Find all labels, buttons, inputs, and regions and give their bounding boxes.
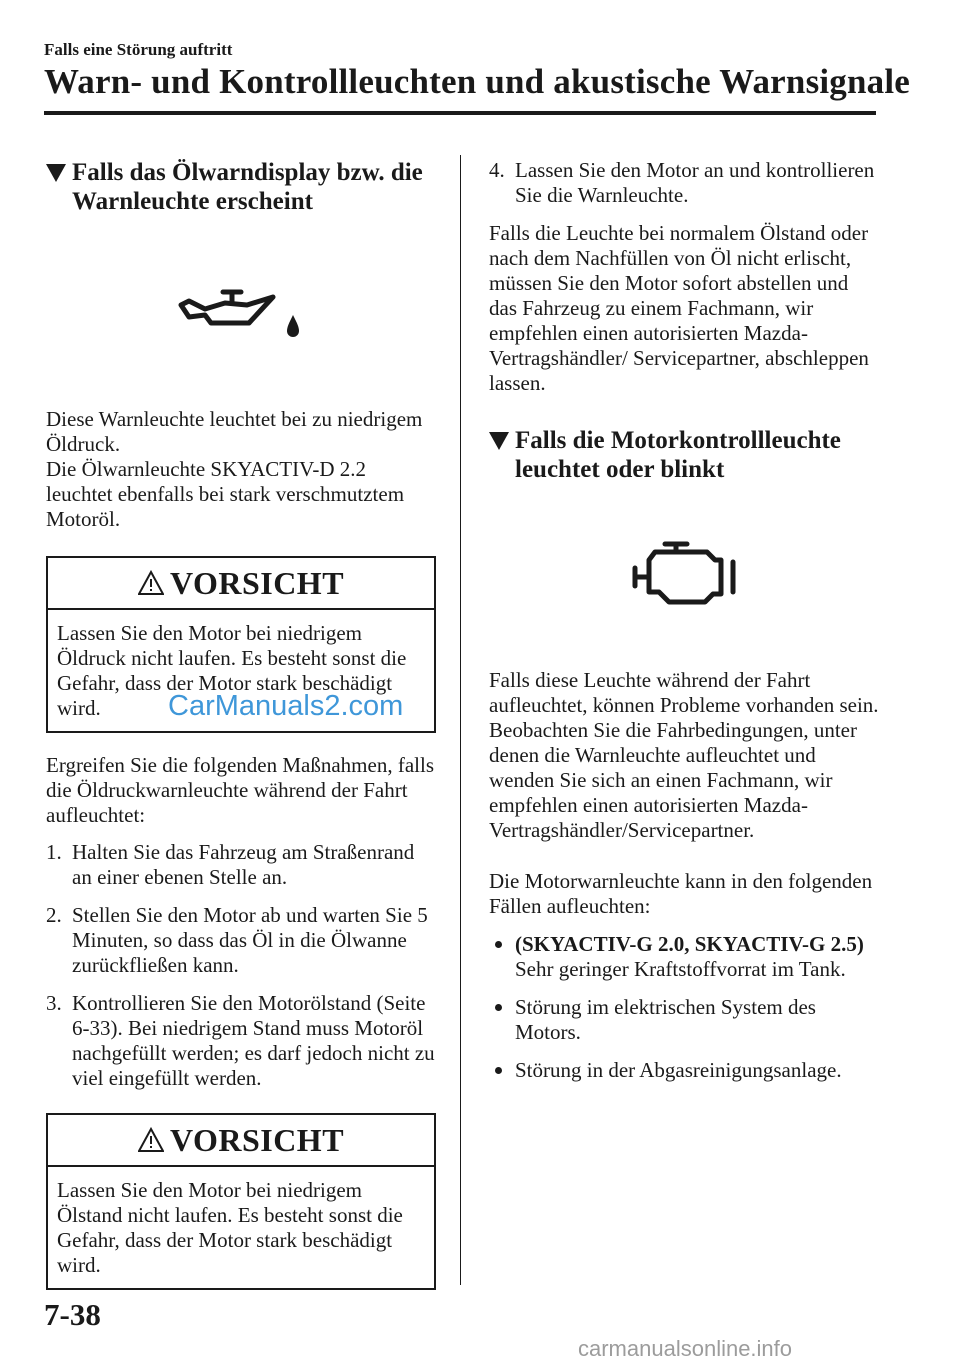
- section-marker-icon: [489, 432, 509, 450]
- list-item: Störung in der Abgasreinigungsanlage.: [489, 1058, 879, 1083]
- list-item: 1. Halten Sie das Fahrzeug am Straßenrand an einer ebenen Stelle an.: [46, 840, 415, 889]
- bullet-icon: [495, 1067, 502, 1074]
- oil-pressure-warning-icon: [177, 289, 305, 341]
- list-item: 4. Lassen Sie den Motor an und kontrollieren Sie die Warnleuchte.: [489, 158, 875, 207]
- caution-label: VORSICHT: [169, 564, 345, 601]
- engine-warning-heading: Falls die Motorkontrollleuchte leuchtet oder blinkt: [489, 426, 879, 484]
- list-item: (SKYACTIV-G 2.0, SKYACTIV-G 2.5) Sehr geringer Kraftstoffvorrat im Tank.: [489, 932, 879, 982]
- caution-box-2: [46, 1113, 436, 1290]
- bullet-icon: [495, 941, 502, 948]
- watermark-site: carmanualsonline.info: [578, 1336, 793, 1361]
- caution-label: VORSICHT: [169, 1121, 345, 1158]
- chapter-label: Falls eine Störung auftritt: [44, 40, 233, 59]
- list-item: 3. Kontrollieren Sie den Motorölstand (Seite 6-33). Bei niedrigem Stand muss Motoröl nachgefüllt werden; es darf jedoch nicht zu viel eingefüllt werden.: [46, 991, 435, 1090]
- left-column: [46, 158, 436, 1290]
- title-rule: [44, 111, 876, 115]
- check-engine-icon: [629, 540, 739, 606]
- oil-intro-2: Die Ölwarnleuchte SKYACTIV-D 2.2 leuchtet ebenfalls bei stark verschmutztem Motoröl.: [46, 457, 405, 531]
- steps-list-continued: [489, 158, 879, 208]
- caution-triangle-icon: [138, 1127, 164, 1153]
- list-item: 2. Stellen Sie den Motor ab und warten Sie 5 Minuten, so dass das Öl in die Ölwanne zurückfließen kann.: [46, 903, 428, 977]
- column-divider: [460, 155, 461, 1285]
- measures-intro: Ergreifen Sie die folgenden Maßnahmen, falls die Öldruckwarnleuchte während der Fahrt aufleuchtet:: [46, 753, 434, 827]
- caution-header: [48, 1115, 434, 1167]
- steps-list: [46, 840, 436, 1091]
- page-title: Warn- und Kontrollleuchten und akustische Warnsignale: [44, 62, 911, 101]
- caution-triangle-icon: [138, 570, 164, 596]
- page-number: 7-38: [44, 1297, 101, 1332]
- causes-list: [489, 932, 879, 1083]
- bullet-icon: [495, 1004, 502, 1011]
- oil-icon-container: [46, 289, 436, 341]
- caution-header: [48, 558, 434, 610]
- caution-text: Lassen Sie den Motor bei niedrigem Ölstand nicht laufen. Es besteht sonst die Gefahr, dass der Motor stark beschädigt wird.: [57, 1178, 403, 1277]
- list-item: Störung im elektrischen System des Motors.: [489, 995, 879, 1045]
- engine-paragraph-1: Falls diese Leuchte während der Fahrt aufleuchtet, können Probleme vorhanden sein. Beobachten Sie die Fahrbedingungen, unter denen die Warnleuchte aufleuchtet und wenden Sie sich an einen Fachmann, wir empfehlen einen autorisierten Mazda-Vertragshändler/Servicepartner.: [489, 668, 879, 842]
- oil-warning-heading: Falls das Ölwarndisplay bzw. die Warnleuchte erscheint: [46, 158, 436, 216]
- section-marker-icon: [46, 164, 66, 182]
- after-step-paragraph: Falls die Leuchte bei normalem Ölstand oder nach dem Nachfüllen von Öl nicht erlischt, müssen Sie den Motor sofort abstellen und das Fahrzeug zu einem Fachmann, wir empfehlen einen autorisierten Mazda-Vertragshändler/ Servicepartner, abschleppen lassen.: [489, 221, 869, 395]
- caution-text: Lassen Sie den Motor bei niedrigem Öldruck nicht laufen. Es besteht sonst die Gefahr, dass der Motor stark beschädigt wird.: [57, 621, 407, 720]
- right-column: [489, 158, 879, 1083]
- watermark-overlay: CarManuals2.com: [168, 690, 404, 722]
- oil-intro-1: Diese Warnleuchte leuchtet bei zu niedrigem Öldruck.: [46, 407, 423, 456]
- engine-icon-container: [489, 540, 879, 606]
- engine-paragraph-2: Die Motorwarnleuchte kann in den folgenden Fällen aufleuchten:: [489, 869, 873, 918]
